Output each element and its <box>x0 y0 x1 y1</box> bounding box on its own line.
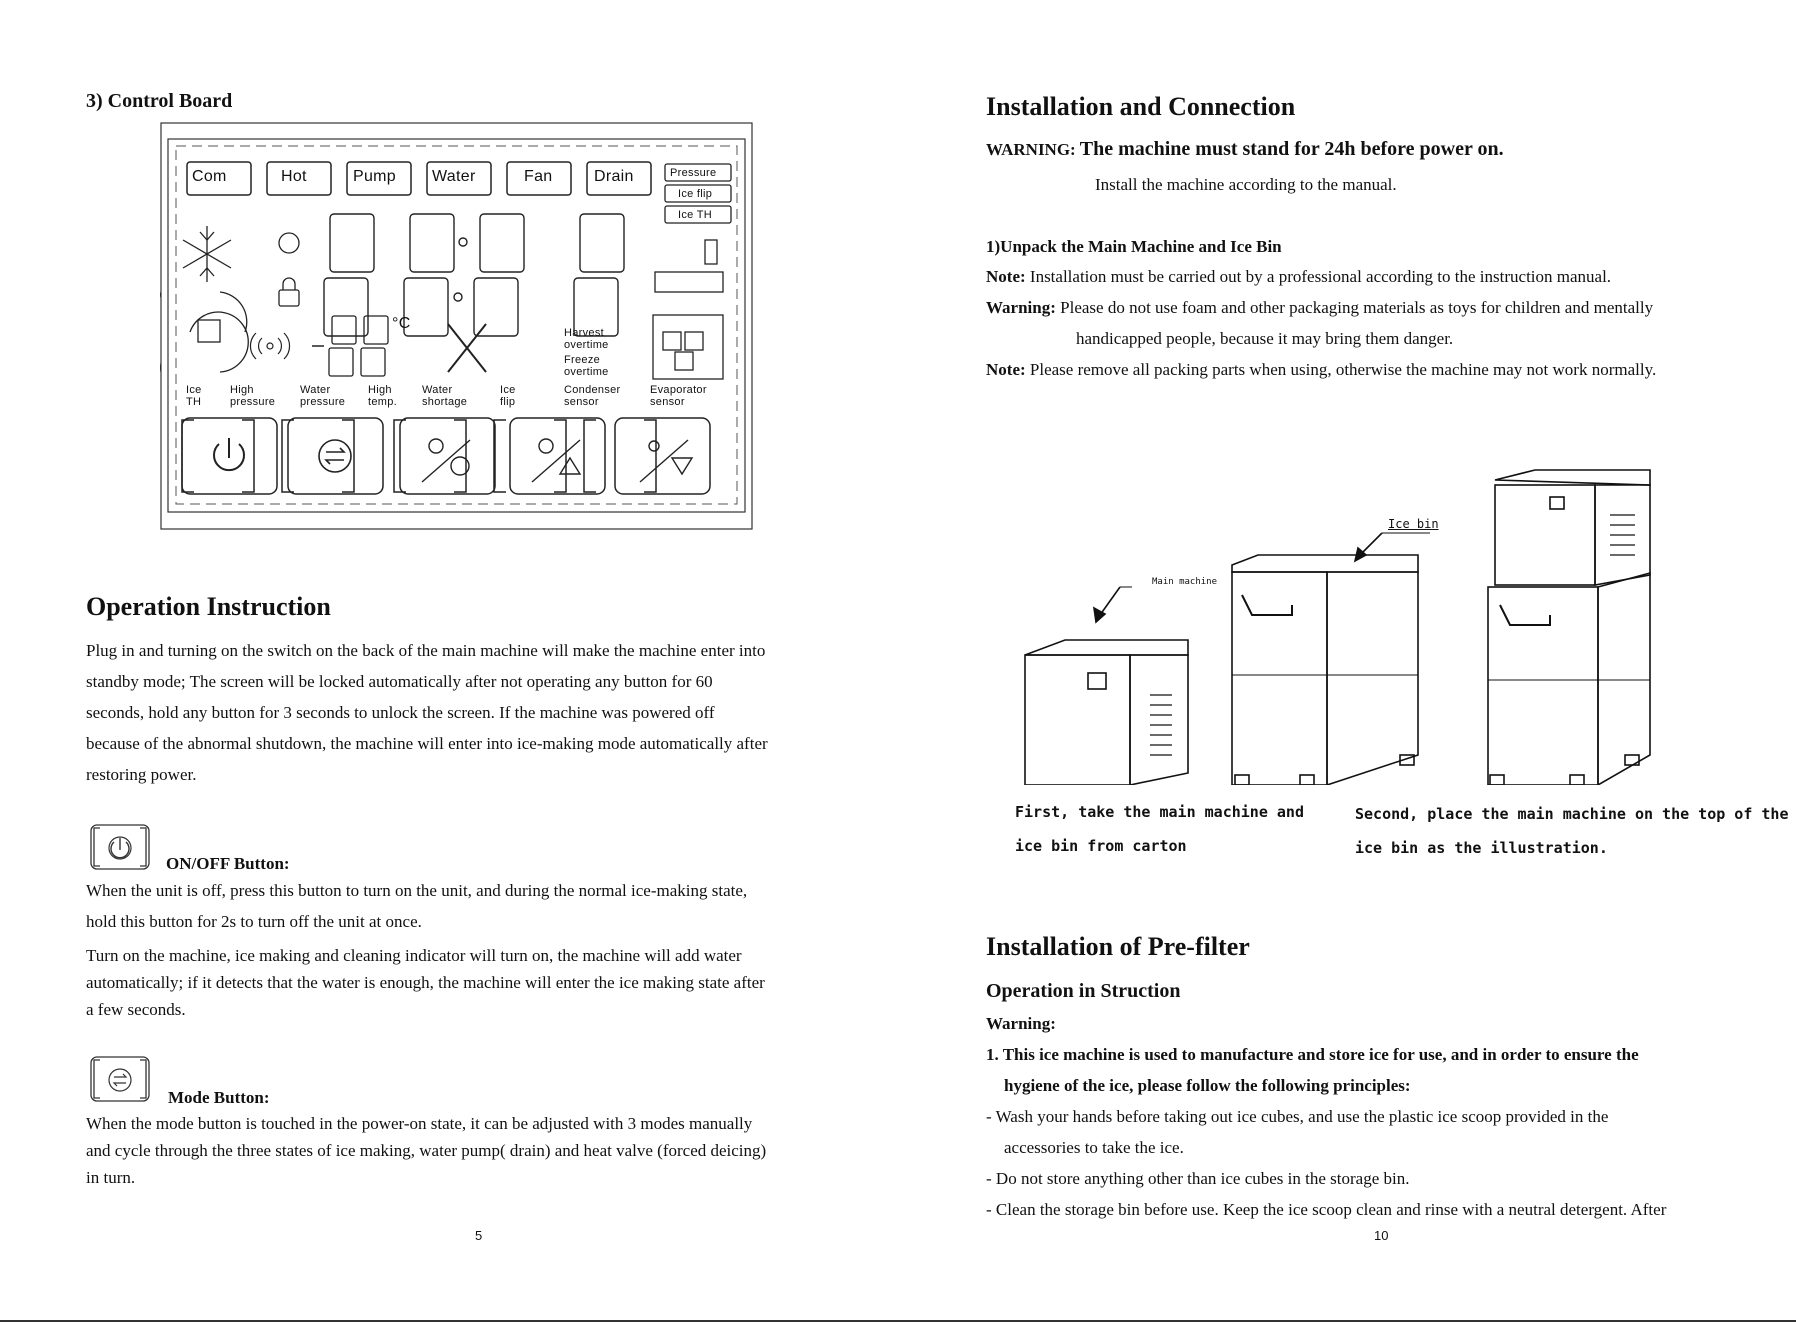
note1 <box>986 267 1611 287</box>
installation-title: Installation and Connection <box>986 92 1296 121</box>
onoff-button-icon <box>88 822 152 872</box>
lcd-label-pump: Pump <box>353 168 396 185</box>
warning2-cont: handicapped people, because it may bring them danger. <box>1076 329 1454 348</box>
caption-line: ice bin from carton <box>1015 837 1187 855</box>
warning3-label: Warning: <box>986 1014 1056 1033</box>
caption-line: ice bin as the illustration. <box>1355 839 1608 857</box>
section-title-control-board: 3) Control Board <box>86 90 233 112</box>
lcd-label-com: Com <box>192 168 227 185</box>
label-main-machine: Main machine <box>1152 577 1218 587</box>
caption-line: First, take the main machine and <box>1015 803 1304 821</box>
operation-line: standby mode; The screen will be locked automatically after not operating any button for 60 <box>86 672 713 691</box>
bullet1-line2: accessories to take the ice. <box>1004 1138 1184 1157</box>
lcd-label-ice-flip-2: Ice flip <box>500 384 516 408</box>
lcd-label-freeze-overtime: Freeze overtime <box>564 354 609 378</box>
caption-line: Second, place the main machine on the top of the <box>1355 805 1789 823</box>
settings-gear-icon <box>422 439 470 482</box>
prefilter-title: Installation of Pre-filter <box>986 932 1250 961</box>
lcd-label-water-shortage: Water shortage <box>422 384 468 408</box>
caption-first <box>1015 795 1304 863</box>
onoff-line: automatically; if it detects that the water is enough, the machine will enter the ice making state after <box>86 973 765 992</box>
control-board-figure <box>160 122 753 530</box>
item1-line1: 1. This ice machine is used to manufacture and store ice for use, and in order to ensure the <box>986 1045 1639 1064</box>
onoff-line: a few seconds. <box>86 1000 186 1019</box>
lcd-bottom-buttons <box>182 418 710 494</box>
warning-text: Please do not use foam and other packaging materials as toys for children and mentally <box>1060 298 1654 317</box>
lcd-label-pressure: Pressure <box>670 167 717 179</box>
lcd-label-fan: Fan <box>524 168 553 185</box>
cleaning-icon <box>190 292 248 372</box>
lcd-label-high-temp: High temp. <box>368 384 398 408</box>
mode-line: and cycle through the three states of ice making, water pump( drain) and heat valve (forced deicing) <box>86 1141 767 1160</box>
lcd-label-drain: Drain <box>594 168 634 185</box>
snowflake-icon <box>183 226 231 282</box>
wifi-icon <box>250 333 289 359</box>
warning-text: The machine must stand for 24h before power on. <box>1079 138 1504 160</box>
lcd-big-digits <box>324 214 624 336</box>
onoff-button-label: ON/OFF Button: <box>166 854 290 873</box>
down-triangle-icon <box>640 440 692 482</box>
warning-line <box>986 138 1504 161</box>
lock-icon <box>279 278 299 306</box>
warning-prefix: WARNING: <box>986 140 1076 159</box>
unpack-title: 1)Unpack the Main Machine and Ice Bin <box>986 237 1282 256</box>
machines-drawing <box>1010 455 1690 785</box>
ice-bin-icon <box>653 240 723 379</box>
bell-icon <box>279 233 299 253</box>
lcd-label-high-pressure: High pressure <box>230 384 276 408</box>
page-number-left: 5 <box>475 1228 483 1243</box>
item1-line2: hygiene of the ice, please follow the following principles: <box>1004 1076 1411 1095</box>
onoff-paragraph-2 <box>86 942 831 1023</box>
lcd-label-harvest-overtime: Harvest overtime <box>564 327 609 351</box>
operation-line: Plug in and turning on the switch on the back of the main machine will make the machine enter into <box>86 641 766 660</box>
mode-button-icon <box>88 1054 152 1104</box>
caption-second <box>1355 797 1788 865</box>
operation-line: because of the abnormal shutdown, the machine will enter into ice-making mode automatically after <box>86 734 768 753</box>
bottom-border <box>0 1320 1796 1322</box>
operation-line: seconds, hold any button for 3 seconds to unlock the screen. If the machine was powered off <box>86 703 715 722</box>
up-triangle-icon <box>532 439 580 482</box>
operation-in-struction-title: Operation in Struction <box>986 980 1181 1002</box>
lcd-label-water: Water <box>432 168 476 185</box>
note2 <box>986 360 1656 380</box>
warning-label: Warning: <box>986 298 1056 317</box>
onoff-line: hold this button for 2s to turn off the unit at once. <box>86 912 422 931</box>
bullet2: - Do not store anything other than ice cubes in the storage bin. <box>986 1169 1410 1188</box>
operation-line: restoring power. <box>86 765 197 784</box>
lcd-label-condenser-sensor: Condenser sensor <box>564 384 621 408</box>
note-label: Note: <box>986 267 1026 286</box>
bullet3: - Clean the storage bin before use. Keep the ice scoop clean and rinse with a neutral detergent. After <box>986 1200 1667 1219</box>
warning-sub: Install the machine according to the manual. <box>1095 175 1397 194</box>
lcd-label-evaporator-sensor: Evaporator sensor <box>650 384 707 408</box>
bullet1-line1: - Wash your hands before taking out ice cubes, and use the plastic ice scoop provided in the <box>986 1107 1609 1126</box>
note-label: Note: <box>986 360 1026 379</box>
lcd-label-ice-th-2: Ice TH <box>186 384 202 408</box>
lcd-small-digits <box>329 316 388 376</box>
onoff-line: Turn on the machine, ice making and cleaning indicator will turn on, the machine will add water <box>86 946 742 965</box>
mode-line: When the mode button is touched in the power-on state, it can be adjusted with 3 modes manually <box>86 1114 753 1133</box>
lcd-label-hot: Hot <box>281 168 307 185</box>
note-text: Please remove all packing parts when using, otherwise the machine may not work normally. <box>1029 360 1657 379</box>
lcd-label-water-pressure: Water pressure <box>300 384 346 408</box>
power-icon <box>214 438 244 470</box>
onoff-paragraph <box>86 875 831 937</box>
lcd-label-ice-th: Ice TH <box>678 209 712 221</box>
note-text: Installation must be carried out by a professional according to the instruction manual. <box>1029 267 1612 286</box>
lcd-label-ice-flip: Ice flip <box>678 188 713 200</box>
installation-illustration <box>1010 455 1690 785</box>
mode-button-label: Mode Button: <box>168 1088 270 1107</box>
tools-icon <box>448 324 486 372</box>
lcd-temp-unit: °C <box>392 315 411 332</box>
warning2 <box>986 298 1716 318</box>
mode-cycle-icon <box>319 440 351 472</box>
operation-paragraph <box>86 635 826 790</box>
onoff-line: When the unit is off, press this button to turn on the unit, and during the normal ice-making state, <box>86 881 748 900</box>
label-ice-bin: Ice bin <box>1388 517 1439 531</box>
operation-instruction-title: Operation Instruction <box>86 592 331 621</box>
mode-paragraph <box>86 1110 831 1191</box>
page-number-right: 10 <box>1374 1228 1389 1243</box>
mode-line: in turn. <box>86 1168 136 1187</box>
